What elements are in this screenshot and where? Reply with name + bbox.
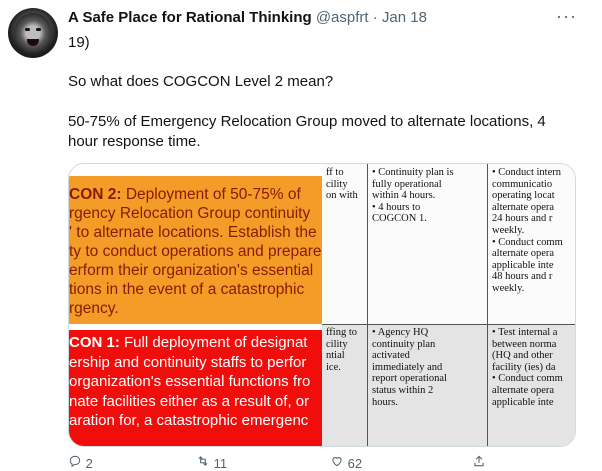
level-description: aration for, a catastrophic emergenc [69,412,309,430]
image-text-line [69,393,309,412]
tweet-text-line: So what does COGCON Level 2 mean? [68,73,334,90]
cogcon-levels-crop [69,164,322,446]
table-cell-line: fully operational [372,178,442,190]
table-cell-line: facility (ies) da [492,361,556,373]
more-horizontal-icon[interactable]: ··· [556,6,577,26]
tweet-text-line: hour response time. [68,133,201,150]
table-cell-line: weekly. [492,224,525,236]
table-cell [492,327,563,408]
table-cell-line: immediately and [372,361,443,373]
separator: · [372,9,378,26]
level-description: Deployment of 50-75% of [121,186,301,203]
level-description: ' to alternate locations. Establish the [69,224,317,241]
like-count: 62 [347,456,363,471]
table-divider [367,164,368,446]
table-cell-line: status within 2 [372,384,434,396]
author-name[interactable]: A Safe Place for Rational Thinking [68,9,312,26]
tweet-text-line: 19) [68,34,90,51]
table-cell-line: continuity plan [372,338,436,350]
table-cell-line: ffing to [326,327,358,338]
image-text-line [69,262,313,280]
retweet-count: 11 [213,456,228,471]
tweet-image[interactable] [68,163,576,447]
level-description: erform their organization's essential [69,262,314,279]
table-cell [326,327,357,373]
table-cell-line: ice. [326,361,341,373]
image-text-line [69,334,307,353]
reply-icon [68,454,82,468]
table-cell-line: operating locat [492,190,555,202]
image-text-line [69,186,301,204]
table-cell-line: • Conduct comm [492,236,563,248]
table-cell-line: alternate opera [492,201,555,213]
level-description: ership and continuity staffs to perfor [69,353,307,371]
table-cell-line: ff to [326,167,344,178]
table-cell [326,167,358,202]
table-cell-line: (HQ and other [492,350,553,362]
image-text-line [69,373,310,392]
table-cell-line: hours. [372,396,398,408]
table-cell [372,327,447,408]
table-cell-line: • Conduct intern [492,167,561,178]
share-button[interactable] [472,454,486,471]
image-text-line [69,412,308,431]
table-divider [487,164,488,446]
retweet-icon [196,454,210,468]
tweet-header [68,9,427,27]
image-text-line [69,281,304,299]
table-cell-line: • Test internal a [492,327,558,338]
level-description: rgency. [69,300,119,317]
table-cell-line: • 4 hours to [372,201,421,213]
table-cell-line: within 4 hours. [372,190,436,202]
table-cell-line: communicatio [492,178,553,190]
table-cell-line: 24 hours and r [492,213,553,225]
table-cell-line: • Agency HQ [372,327,429,338]
table-cell-line: • Conduct comm [492,373,563,385]
image-text-line [69,354,306,373]
table-cell-line: alternate opera [492,384,555,396]
avatar[interactable] [8,8,58,58]
table-cell-line: • Continuity plan is [372,167,454,178]
level-description: nate facilities either as a result of, or [69,392,310,410]
table-cell-line: applicable inte [492,259,554,271]
table-cell-line: cility [326,338,348,350]
table-cell-line: on with [326,190,358,202]
table-cell [492,167,563,295]
table-divider [322,324,575,325]
like-icon [330,454,344,468]
lion-avatar-image [14,13,52,53]
table-cell [372,167,454,225]
cogcon-2-box [69,176,322,324]
table-cell-line: ntial [326,350,345,362]
image-text-line [69,243,321,261]
table-cell-line: activated [372,350,410,362]
retweet-button[interactable] [196,454,227,471]
table-cell-line: between norma [492,338,557,350]
image-text-line [69,224,317,242]
table-cell-line: alternate opera [492,248,555,260]
level-description: organization's essential functions fro [69,373,311,391]
tweet-text-line: 50-75% of Emergency Relocation Group moved to alternate locations, 4 [68,113,546,130]
table-cell-line: report operational [372,373,447,385]
avatar-eye-left [25,28,30,31]
level-label: CON 1: [69,334,120,351]
image-text-line [69,205,310,223]
table-cell-line: COGCON 1. [372,213,427,225]
level-description: rgency Relocation Group continuity [69,205,311,222]
avatar-eye-right [36,28,41,31]
image-text-line [69,300,119,318]
level-label: CON 2: [69,186,122,203]
table-cell-line: 48 hours and r [492,271,553,283]
cogcon-table-crop [322,164,575,446]
level-description: tions in the event of a catastrophic [69,281,305,298]
tweet-actions [68,454,508,470]
author-handle[interactable]: @aspfrt [315,9,369,26]
level-description: Full deployment of designat [119,334,308,351]
table-cell-line: applicable inte [492,396,554,408]
level-description: ty to conduct operations and prepare [69,243,322,260]
table-cell-line: weekly. [492,282,525,294]
like-button[interactable] [330,454,362,471]
cogcon-1-box [69,330,322,446]
tweet-date[interactable]: Jan 18 [381,9,427,26]
table-cell-line: cility [326,178,348,190]
reply-count: 2 [85,456,93,471]
reply-button[interactable] [68,454,93,471]
share-icon [472,454,486,468]
